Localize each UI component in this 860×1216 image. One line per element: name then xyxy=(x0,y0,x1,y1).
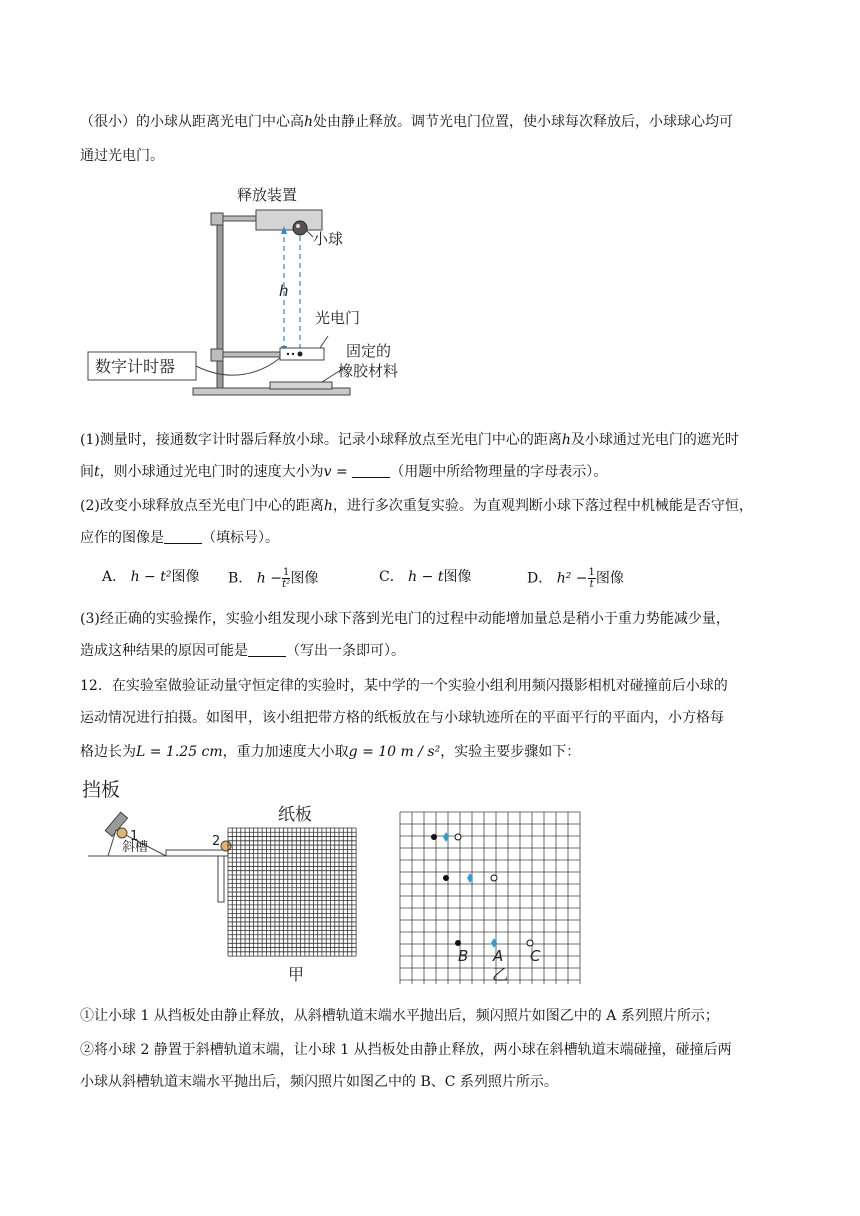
intro-line-2: 通过光电门。 xyxy=(80,148,164,164)
flash-photo-grid xyxy=(400,812,580,984)
intro-text: 处由静止释放。调节光电门位置，使小球每次释放后，小球球心均可 xyxy=(313,114,734,130)
intro-line-1 xyxy=(80,112,733,132)
q2-text: (2)改变小球释放点至光电门中心的距离 xyxy=(80,498,324,514)
fraction-numerator: 1 xyxy=(282,567,290,578)
ball-1 xyxy=(117,828,127,838)
h-label: h xyxy=(279,282,289,300)
rubber-material xyxy=(270,382,332,389)
ball-2-label: 2 xyxy=(212,834,221,849)
point-b-3 xyxy=(455,940,461,946)
ball-label: 小球 xyxy=(313,230,344,248)
lower-arm xyxy=(223,352,281,357)
release-device xyxy=(256,210,322,230)
answer-blank[interactable] xyxy=(164,529,202,544)
option-letter: C． xyxy=(379,569,404,585)
symbol-h: h xyxy=(323,498,333,514)
q1-text: 间 xyxy=(80,464,94,480)
option-suffix: 图像 xyxy=(595,570,624,587)
intro-text: （很小）的小球从距离光电门中心高 xyxy=(80,114,304,130)
q12-line-3 xyxy=(80,742,580,762)
ball xyxy=(293,221,307,235)
point-a-label: A xyxy=(493,947,504,965)
q2-text: 应作的图像是 xyxy=(80,530,164,546)
fraction-denominator: t xyxy=(589,579,594,590)
q2-line-1 xyxy=(80,496,753,516)
option-d[interactable] xyxy=(527,567,624,590)
point-b-label: B xyxy=(458,947,469,965)
rubber-label-2: 橡胶材料 xyxy=(338,362,399,380)
q1-text: （用题中所给物理量的字母表示）。 xyxy=(390,464,608,480)
photogate-apparatus-figure xyxy=(80,178,420,402)
chute-label: 斜槽 xyxy=(122,840,149,855)
point-c-2 xyxy=(491,875,497,881)
option-suffix: 图像 xyxy=(290,570,319,587)
release-label: 释放装置 xyxy=(237,186,298,204)
formula-g: g = 10 m / s² xyxy=(348,744,441,760)
q1-text: 及小球通过光电门的遮光时 xyxy=(570,432,739,448)
formula-L: L = 1.25 cm xyxy=(136,744,223,760)
q1-text: ，则小球通过光电门时的速度大小为 xyxy=(99,464,324,480)
photogate-label: 光电门 xyxy=(315,309,361,327)
q12-line-2: 运动情况进行拍摄。如图甲，该小组把带方格的纸板放在与小球轨迹所在的平面平行的平面内，小方格每 xyxy=(80,710,724,726)
q12-text: ，实验主要步骤如下： xyxy=(440,744,581,760)
q12-text: 格边长为 xyxy=(80,744,136,760)
equals-sign: = xyxy=(331,464,353,480)
symbol-h: h xyxy=(304,114,314,130)
answer-blank[interactable] xyxy=(352,463,390,478)
option-suffix: 图像 xyxy=(171,569,200,585)
baffle-label: 挡板 xyxy=(82,779,121,801)
fraction-denominator: t² xyxy=(282,579,291,590)
collision-experiment-figure xyxy=(78,772,598,984)
fraction-numerator: 1 xyxy=(588,567,595,578)
point-c-1 xyxy=(455,834,461,840)
q12-text: ，重力加速度大小取 xyxy=(222,744,349,760)
point-b-1 xyxy=(431,834,437,840)
caption-yi: 乙 xyxy=(492,965,509,984)
q12-line-1: 12．在实验室做验证动量守恒定律的实验时，某中学的一个实验小组利用频闪摄影相机对碰撞前后小球的 xyxy=(80,678,728,694)
option-letter: B． xyxy=(228,570,253,587)
point-c-label: C xyxy=(530,947,541,965)
q1-line-1 xyxy=(80,430,739,450)
option-a[interactable] xyxy=(102,567,199,587)
option-expression: h² − xyxy=(556,570,588,587)
q1-text: (1)测量时，接通数字计时器后释放小球。记录小球释放点至光电门中心的距离 xyxy=(80,432,562,448)
q3-line-1: (3)经正确的实验操作，实验小组发现小球下落到光电门的过程中动能增加量总是稍小于重力势能减少量， xyxy=(80,611,730,627)
answer-blank[interactable] xyxy=(248,642,286,657)
q2-text: ，进行多次重复实验。为直观判断小球下落过程中机械能是否守恒， xyxy=(332,498,753,514)
rubber-label-1: 固定的 xyxy=(346,342,392,360)
q3-text: （写出一条即可）。 xyxy=(286,643,405,659)
option-b[interactable] xyxy=(228,567,318,590)
option-expression: h − t xyxy=(408,569,444,585)
option-letter: D． xyxy=(527,570,553,587)
q2-text: （填标号）。 xyxy=(202,530,279,546)
caption-jia: 甲 xyxy=(288,965,305,984)
point-c-3 xyxy=(527,940,533,946)
timer-label: 数字计时器 xyxy=(95,357,176,376)
symbol-h: h xyxy=(561,432,571,448)
step-2-line-2: 小球从斜槽轨道末端水平抛出后，频闪照片如图乙中的 B、C 系列照片所示。 xyxy=(80,1074,558,1090)
symbol-v: v xyxy=(323,464,332,480)
q3-line-2 xyxy=(80,641,405,661)
table-leg xyxy=(218,856,224,902)
ball-1-label: 1 xyxy=(130,829,139,844)
point-b-2 xyxy=(443,875,449,881)
q1-line-2 xyxy=(80,462,607,482)
step-2-line-1: ②将小球 2 静置于斜槽轨道末端，让小球 1 从挡板处由静止释放，两小球在斜槽轨道末端碰撞，碰撞后两 xyxy=(80,1042,732,1058)
option-expression: h − xyxy=(256,570,282,587)
vertical-pole xyxy=(217,218,223,388)
q3-text: 造成这种结果的原因可能是 xyxy=(80,643,248,659)
option-c[interactable] xyxy=(379,567,471,587)
step-1: ①让小球 1 从挡板处由静止释放，从斜槽轨道末端水平抛出后，频闪照片如图乙中的 A 系列照片所示； xyxy=(80,1008,719,1024)
paper-board-grid xyxy=(228,828,356,956)
fraction xyxy=(588,567,596,590)
option-letter: A． xyxy=(102,569,127,585)
board-label: 纸板 xyxy=(278,805,312,825)
q2-line-2 xyxy=(80,528,279,548)
option-expression: h − t² xyxy=(130,569,172,585)
top-clamp xyxy=(211,213,223,225)
option-suffix: 图像 xyxy=(443,569,472,585)
symbol-t: t xyxy=(94,464,100,480)
lower-clamp xyxy=(211,349,223,361)
top-arm xyxy=(223,216,257,221)
